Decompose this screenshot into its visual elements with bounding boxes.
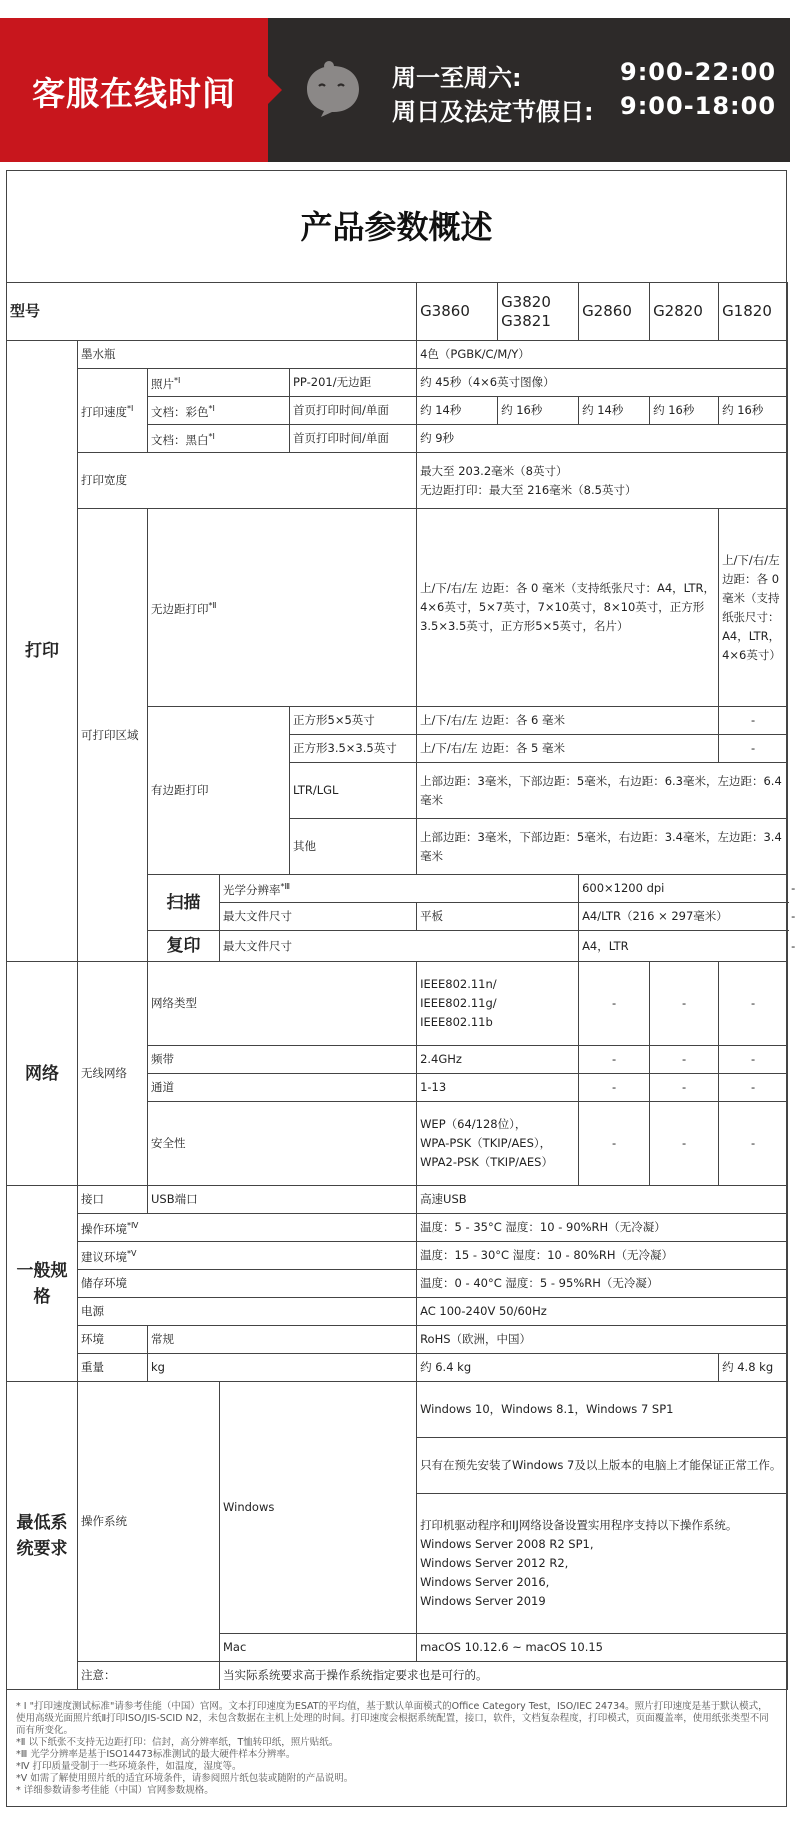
interface-label: 接口: [78, 1186, 148, 1214]
copy-maxsize-value: A4，LTR: [579, 931, 788, 962]
band-g2860: -: [579, 1046, 650, 1074]
operating-value: 温度：5 - 35°C 湿度：10 - 90%RH（无冷凝）: [417, 1214, 788, 1242]
model-g2820: G2820: [650, 283, 719, 341]
recommended-value: 温度：15 - 30°C 湿度：10 - 80%RH（无冷凝）: [417, 1242, 788, 1270]
model-g1820: G1820: [719, 283, 788, 341]
band-g1820: -: [719, 1046, 788, 1074]
footnote-4: *Ⅳ 打印质量受制于一些环境条件，如温度，湿度等。: [16, 1761, 242, 1772]
table-row: [7, 1242, 788, 1270]
model-g3820-g3821: [498, 283, 579, 341]
mac-label: Mac: [220, 1634, 417, 1662]
photo-value: 约 45秒（4×6英寸图像）: [417, 369, 788, 397]
model-g2860: G2860: [579, 283, 650, 341]
speed-label: 打印速度$^{*Ⅰ}$: [78, 369, 148, 453]
band-value: 2.4GHz: [417, 1046, 579, 1074]
doc-bw-label: 文档：黑白$^{*Ⅰ}$: [148, 425, 290, 453]
weight-unit: kg: [148, 1354, 417, 1382]
doc-color-label: 文档：彩色$^{*Ⅰ}$: [148, 397, 290, 425]
ink-value: 4色（PGBK/C/M/Y）: [417, 341, 788, 369]
borderless-value: 上/下/右/左 边距：各 0 毫米（支持纸张尺寸：A4，LTR，4×6英寸，5×7英寸，7×10英寸，8×10英寸，正方形3.5×3.5英寸，正方形5×5英寸，名片）: [417, 509, 719, 707]
sq5-value: 上/下/右/左 边距：各 6 毫米: [417, 707, 719, 735]
weight-g1820: 约 4.8 kg: [719, 1354, 788, 1382]
category-general: 一般规格: [7, 1186, 78, 1382]
color-g2860: 约 14秒: [579, 397, 650, 425]
band-g2820: -: [650, 1046, 719, 1074]
first-page-label: 首页打印时间/单面: [290, 397, 417, 425]
model-g3820: G3820: [501, 292, 551, 311]
page-title: 产品参数概述: [300, 208, 493, 246]
photo-paper: PP-201/无边距: [290, 369, 417, 397]
model-g3860: G3860: [417, 283, 498, 341]
channel-label: 通道: [148, 1074, 417, 1102]
table-row: 最大文件尺寸 平板 A4/LTR（216 × 297毫米） -: [7, 903, 788, 931]
table-row: [7, 1326, 788, 1354]
footnote-2: *Ⅱ 以下纸张不支持无边距打印：信封，高分辨率纸，T恤转印纸，照片贴纸。: [16, 1737, 339, 1748]
banner-title: 客服在线时间: [32, 74, 236, 113]
env-value: RoHS（欧洲，中国）: [417, 1326, 788, 1354]
table-row: 复印 最大文件尺寸 A4，LTR -: [7, 931, 788, 962]
footnote-1: * Ⅰ "打印速度测试标准"请参考佳能（中国）官网。文本打印速度为ESAT的平均值，基于默认单面模式的Office Category Test，ISO/IEC 24734。照片打印速度是基于默认模式，使用高级光面照片纸Ⅱ打印ISO/JIS-SCID N2，未包含数据在主机上处理的时间。打印速度会根据系统配置，接口，软件，文档复杂程度，打印模式，页面覆盖率，使用纸张类型不同而有所变化。: [16, 1701, 769, 1736]
width-value: 最大至 203.2毫米（8英寸） 无边距打印：最大至 216毫米（8.5英寸）: [417, 453, 788, 509]
table-row: [7, 1214, 788, 1242]
windows-label: Windows: [220, 1382, 417, 1634]
weight-label: 重量: [78, 1354, 148, 1382]
sq5-g1820: -: [719, 707, 788, 735]
color-g3860: 约 14秒: [417, 397, 498, 425]
table-row: [7, 509, 788, 707]
scan-maxsize-label: 最大文件尺寸: [220, 903, 417, 931]
operating-label: 操作环境$^{*Ⅳ}$: [78, 1214, 417, 1242]
recommended-label: 建议环境$^{*Ⅴ}$: [78, 1242, 417, 1270]
os-label: 操作系统: [78, 1382, 220, 1662]
storage-label: 储存环境: [78, 1270, 417, 1298]
table-row: [7, 1382, 788, 1438]
footnote-3: *Ⅲ 光学分辨率是基于ISO14473标准测试的最大硬件样本分辨率。: [16, 1749, 296, 1760]
photo-label: 照片$^{*Ⅰ}$: [148, 369, 290, 397]
resolution-label: 光学分辨率$^{*Ⅲ}$: [220, 875, 579, 903]
table-row: [7, 962, 788, 1046]
table-row: [7, 1662, 788, 1690]
table-row: [7, 341, 788, 369]
borderless-g1820: 上/下/右/左 边距：各 0 毫米（支持纸张尺寸：A4，LTR，4×6英寸）: [719, 509, 788, 707]
color-g3820: 约 16秒: [498, 397, 579, 425]
resolution-value: 600×1200 dpi: [579, 875, 788, 903]
table-row: [7, 1186, 788, 1214]
ink-label: 墨水瓶: [78, 341, 417, 369]
category-network: 网络: [7, 962, 78, 1186]
weight-value: 约 6.4 kg: [417, 1354, 719, 1382]
channel-g2860: -: [579, 1074, 650, 1102]
network-type-value: IEEE802.11n/ IEEE802.11g/ IEEE802.11b: [417, 962, 579, 1046]
scan-maxsize-value: A4/LTR（216 × 297毫米）: [579, 903, 788, 931]
service-hours-banner: [0, 18, 790, 162]
power-value: AC 100-240V 50/60Hz: [417, 1298, 788, 1326]
sq5-label: 正方形5×5英寸: [290, 707, 417, 735]
borderless-label: 无边距打印$^{*Ⅱ}$: [148, 509, 417, 707]
copy-maxsize-label: 最大文件尺寸: [220, 931, 579, 962]
other-value: 上部边距：3毫米，下部边距：5毫米，右边距：3.4毫米，左边距：3.4毫米: [417, 819, 788, 875]
security-g2860: -: [579, 1102, 650, 1186]
platen-label: 平板: [417, 903, 579, 931]
usb-value: 高速USB: [417, 1186, 788, 1214]
usb-label: USB端口: [148, 1186, 417, 1214]
sq35-label: 正方形3.5×3.5英寸: [290, 735, 417, 763]
network-type-g2820: -: [650, 962, 719, 1046]
table-row: [7, 1354, 788, 1382]
other-label: 其他: [290, 819, 417, 875]
network-type-g2860: -: [579, 962, 650, 1046]
model-g3821: G3821: [501, 311, 551, 330]
security-g1820: -: [719, 1102, 788, 1186]
table-row: 扫描 光学分辨率$^{*Ⅲ}$ 600×1200 dpi -: [7, 875, 788, 903]
network-type-label: 网络类型: [148, 962, 417, 1046]
category-print: 打印: [7, 341, 78, 962]
model-row: [7, 283, 788, 341]
category-scan: 扫描: [148, 875, 220, 931]
spec-table: [6, 282, 795, 1690]
holiday-hours: 9:00-18:00: [620, 92, 777, 120]
first-page-label-bw: 首页打印时间/单面: [290, 425, 417, 453]
mac-value: macOS 10.12.6 ~ macOS 10.15: [417, 1634, 788, 1662]
width-label: 打印宽度: [78, 453, 417, 509]
env-sub: 常规: [148, 1326, 417, 1354]
footnote-5: *Ⅴ 如需了解使用照片纸的适宜环境条件，请参阅照片纸包装或随附的产品说明。: [16, 1773, 354, 1784]
channel-value: 1-13: [417, 1074, 579, 1102]
category-system: 最低系统要求: [7, 1382, 78, 1690]
sq35-g1820: -: [719, 735, 788, 763]
holiday-label: 周日及法定节假日:: [392, 98, 594, 126]
chat-bubble-icon: [303, 62, 363, 118]
windows-server: 打印机驱动程序和IJ网络设备设置实用程序支持以下操作系统。 Windows Server 2008 R2 SP1, Windows Server 2012 R2, Windows Server 2016, Windows Server 2019: [417, 1494, 788, 1634]
network-type-g1820: -: [719, 962, 788, 1046]
channel-g1820: -: [719, 1074, 788, 1102]
wireless-label: 无线网络: [78, 962, 148, 1186]
table-row: [7, 1270, 788, 1298]
windows-value: Windows 10，Windows 8.1，Windows 7 SP1: [417, 1382, 788, 1438]
banner-title-block: [0, 18, 268, 162]
note-value: 当实际系统要求高于操作系统指定要求也是可行的。: [220, 1662, 788, 1690]
ltr-value: 上部边距：3毫米，下部边距：5毫米，右边距：6.3毫米，左边距：6.4毫米: [417, 763, 788, 819]
note-label: 注意：: [78, 1662, 220, 1690]
model-label: 型号: [7, 283, 417, 341]
env-label: 环境: [78, 1326, 148, 1354]
ltr-label: LTR/LGL: [290, 763, 417, 819]
color-g2820: 约 16秒: [650, 397, 719, 425]
footnote-6: * 详细参数请参考佳能（中国）官网参数规格。: [16, 1785, 214, 1796]
windows-note: 只有在预先安装了Windows 7及以上版本的电脑上才能保证正常工作。: [417, 1438, 788, 1494]
category-copy: 复印: [148, 931, 220, 962]
power-label: 电源: [78, 1298, 417, 1326]
color-g1820: 约 16秒: [719, 397, 788, 425]
table-row: [7, 1298, 788, 1326]
sq35-value: 上/下/右/左 边距：各 5 毫米: [417, 735, 719, 763]
security-g2820: -: [650, 1102, 719, 1186]
table-row: [7, 453, 788, 509]
bordered-label: 有边距打印: [148, 707, 290, 875]
table-row: [7, 369, 788, 397]
footnotes: [6, 1693, 787, 1805]
bw-value: 约 9秒: [417, 425, 788, 453]
security-value: WEP（64/128位）， WPA-PSK（TKIP/AES）， WPA2-PSK（TKIP/AES）: [417, 1102, 579, 1186]
weekday-label: 周一至周六:: [392, 64, 522, 92]
security-label: 安全性: [148, 1102, 417, 1186]
storage-value: 温度：0 - 40°C 湿度：5 - 95%RH（无冷凝）: [417, 1270, 788, 1298]
weekday-hours: 9:00-22:00: [620, 58, 777, 86]
channel-g2820: -: [650, 1074, 719, 1102]
area-label: 可打印区域: [78, 509, 148, 962]
band-label: 频带: [148, 1046, 417, 1074]
